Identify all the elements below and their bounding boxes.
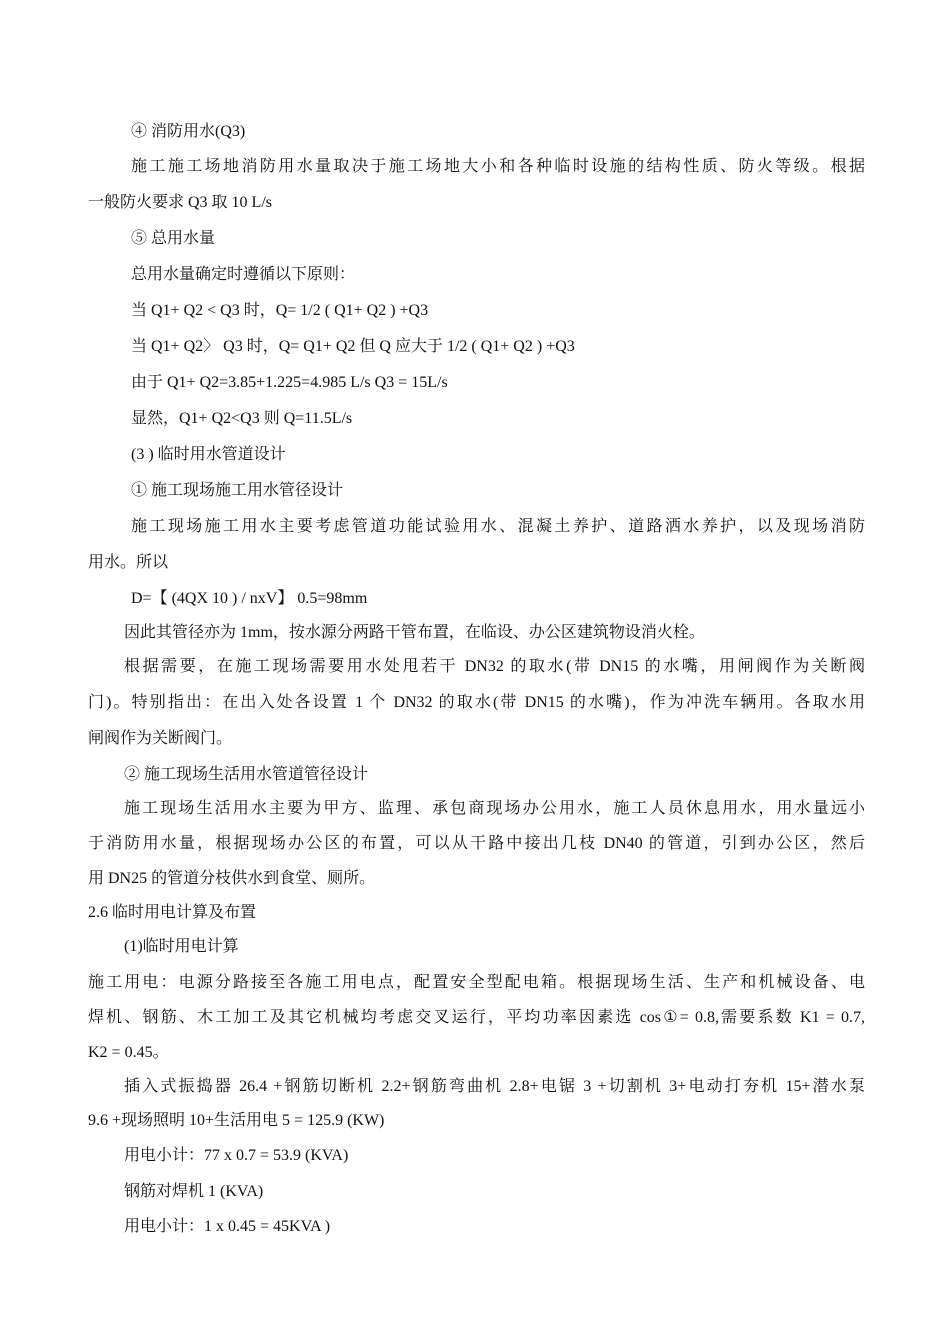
paragraph-line: 总用水量确定时遵循以下原则： (131, 266, 356, 283)
formula-line: 当 Q1+ Q2 < Q3 时，Q= 1/2 ( Q1+ Q2 ) +Q3 (131, 302, 429, 319)
formula-line: 当 Q1+ Q2〉 Q3 时，Q= Q1+ Q2 但 Q 应大于 1/2 ( Q1+ Q2 ) +Q3 (131, 338, 575, 355)
paragraph-line: 用水。所以 (88, 554, 169, 571)
paragraph-line: 施工现场生活用水主要为甲方、监理、承包商现场办公用水，施工人员休息用水，用水量远小 (124, 800, 865, 817)
paragraph-line: 用 DN25 的管道分枝供水到食堂、厕所。 (88, 870, 376, 887)
section-heading: (3 ) 临时用水管道设计 (131, 446, 286, 463)
paragraph-line: 于消防用水量，根据现场办公区的布置，可以从干路中接出几枝 DN40 的管道，引到办公区，然后 (88, 835, 865, 852)
heading-total-water: ⑤ 总用水量 (131, 230, 216, 247)
paragraph-line: 门)。特别指出：在出入处各设置 1 个 DN32 的取水(带 DN15 的水嘴)，作为冲洗车辆用。各取水用 (88, 694, 865, 711)
formula-line: 由于 Q1+ Q2=3.85+1.225=4.985 L/s Q3 = 15L/s (131, 374, 448, 391)
sub-heading: (1)临时用电计算 (124, 938, 239, 955)
calculation-line: 用电小计：1 x 0.45 = 45KVA ) (124, 1218, 331, 1235)
section-heading: 2.6 临时用电计算及布置 (88, 904, 257, 921)
sub-heading: ① 施工现场施工用水管径设计 (131, 482, 344, 499)
paragraph-line: K2 = 0.45。 (88, 1044, 169, 1061)
formula-line: 显然，Q1+ Q2<Q3 则 Q=11.5L/s (131, 410, 353, 427)
calculation-line: 用电小计：77 x 0.7 = 53.9 (KVA) (124, 1147, 349, 1164)
paragraph-line: 插入式振捣器 26.4 +钢筋切断机 2.2+钢筋弯曲机 2.8+电锯 3 +切割机 3+电动打夯机 15+潜水泵 (124, 1078, 865, 1095)
paragraph-line: 焊机、钢筋、木工加工及其它机械均考虑交叉运行，平均功率因素选 cos①= 0.8,需要系数 K1 = 0.7, (88, 1009, 865, 1026)
paragraph-line: 因此其管径亦为 1mm，按水源分两路干管布置，在临设、办公区建筑物设消火栓。 (124, 624, 705, 641)
calculation-line: 钢筋对焊机 1 (KVA) (124, 1183, 264, 1200)
paragraph-line: 施工现场施工用水主要考虑管道功能试验用水、混凝土养护、道路洒水养护，以及现场消防 (131, 518, 865, 535)
paragraph-line: 施工用电：电源分路接至各施工用电点，配置安全型配电箱。根据现场生活、生产和机械设备、电 (88, 974, 865, 991)
paragraph-line: 一般防火要求 Q3 取 10 L/s (88, 194, 273, 211)
sub-heading: ② 施工现场生活用水管道管径设计 (124, 766, 369, 783)
paragraph-line: 9.6 +现场照明 10+生活用电 5 = 125.9 (KW) (88, 1112, 385, 1129)
formula-line: D=【 (4QX 10 ) / nxV】 0.5=98mm (131, 590, 368, 607)
paragraph-line: 闸阀作为关断阀门。 (88, 730, 233, 747)
paragraph-line: 施工施工场地消防用水量取决于施工场地大小和各种临时设施的结构性质、防火等级。根据 (131, 158, 865, 175)
heading-fire-water: ④ 消防用水(Q3) (131, 123, 246, 140)
paragraph-line: 根据需要，在施工现场需要用水处甩若干 DN32 的取水(带 DN15 的水嘴，用闸阀作为关断阀 (124, 658, 865, 675)
